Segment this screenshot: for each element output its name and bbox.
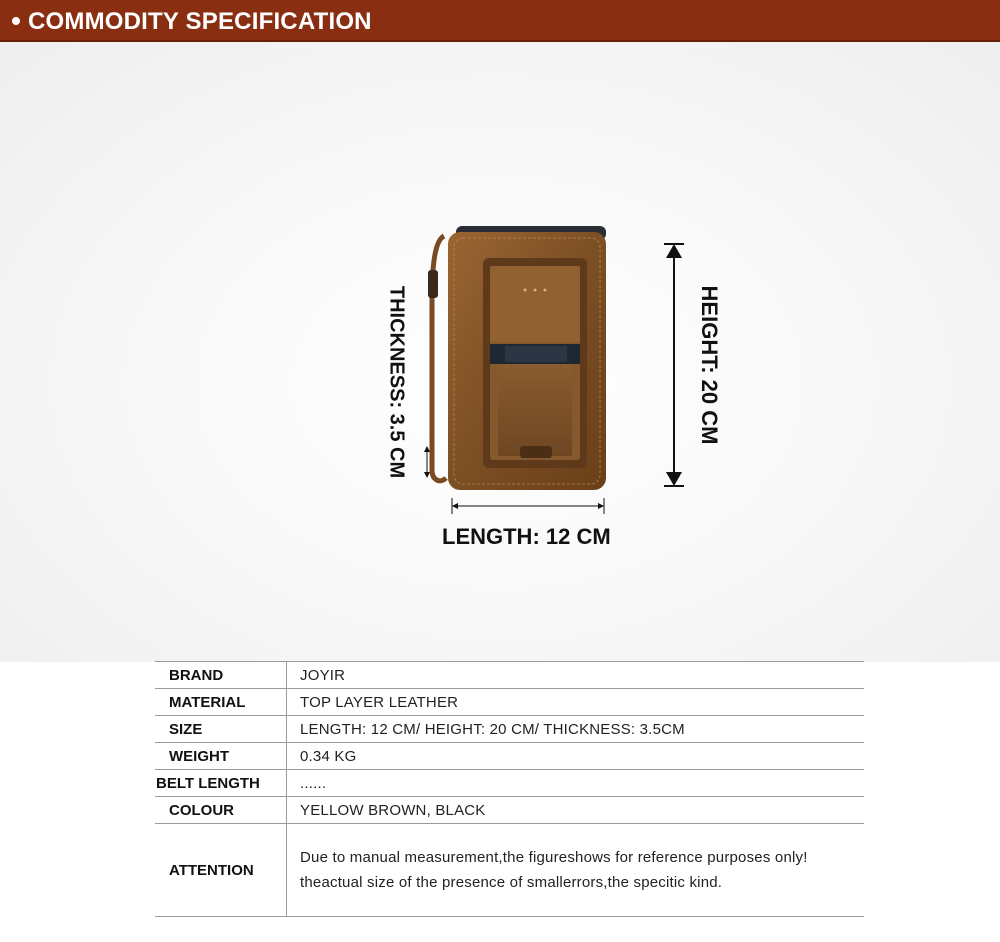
spec-key: ATTENTION <box>155 824 287 917</box>
table-row <box>155 662 864 689</box>
spec-value <box>287 824 865 917</box>
spec-key: SIZE <box>155 716 287 743</box>
wallet-image <box>380 218 700 528</box>
attention-line-2: theactual size of the presence of smallerrors,the specitic kind. <box>300 874 723 891</box>
table-row <box>155 770 864 797</box>
height-label: HEIGHT: 20 CM <box>697 285 722 445</box>
spec-key: MATERIAL <box>155 689 287 716</box>
strap-clip-icon <box>428 270 438 298</box>
table-row <box>155 689 864 716</box>
spec-value: TOP LAYER LEATHER <box>287 689 865 716</box>
attention-line-1: Due to manual measurement,the figureshows for reference purposes only! <box>300 849 808 866</box>
section-banner <box>0 0 1000 42</box>
spec-value: JOYIR <box>287 662 865 689</box>
table-row <box>155 716 864 743</box>
spec-key: COLOUR <box>155 797 287 824</box>
length-label: LENGTH: 12 CM <box>442 524 611 549</box>
table-row <box>155 824 864 917</box>
thickness-label: THICKNESS: 3.5 CM <box>385 285 408 479</box>
bullet-icon <box>12 17 20 25</box>
spec-key: WEIGHT <box>155 743 287 770</box>
spec-key: BRAND <box>155 662 287 689</box>
spec-value: LENGTH: 12 CM/ HEIGHT: 20 CM/ THICKNESS: 3.5CM <box>287 716 865 743</box>
spec-value: 0.34 KG <box>287 743 865 770</box>
table-row <box>155 797 864 824</box>
spec-value: ...... <box>287 770 865 797</box>
spec-table <box>155 661 864 917</box>
table-row <box>155 743 864 770</box>
spec-value: YELLOW BROWN, BLACK <box>287 797 865 824</box>
section-title: COMMODITY SPECIFICATION <box>28 8 372 35</box>
spec-key: BELT LENGTH <box>155 770 287 797</box>
